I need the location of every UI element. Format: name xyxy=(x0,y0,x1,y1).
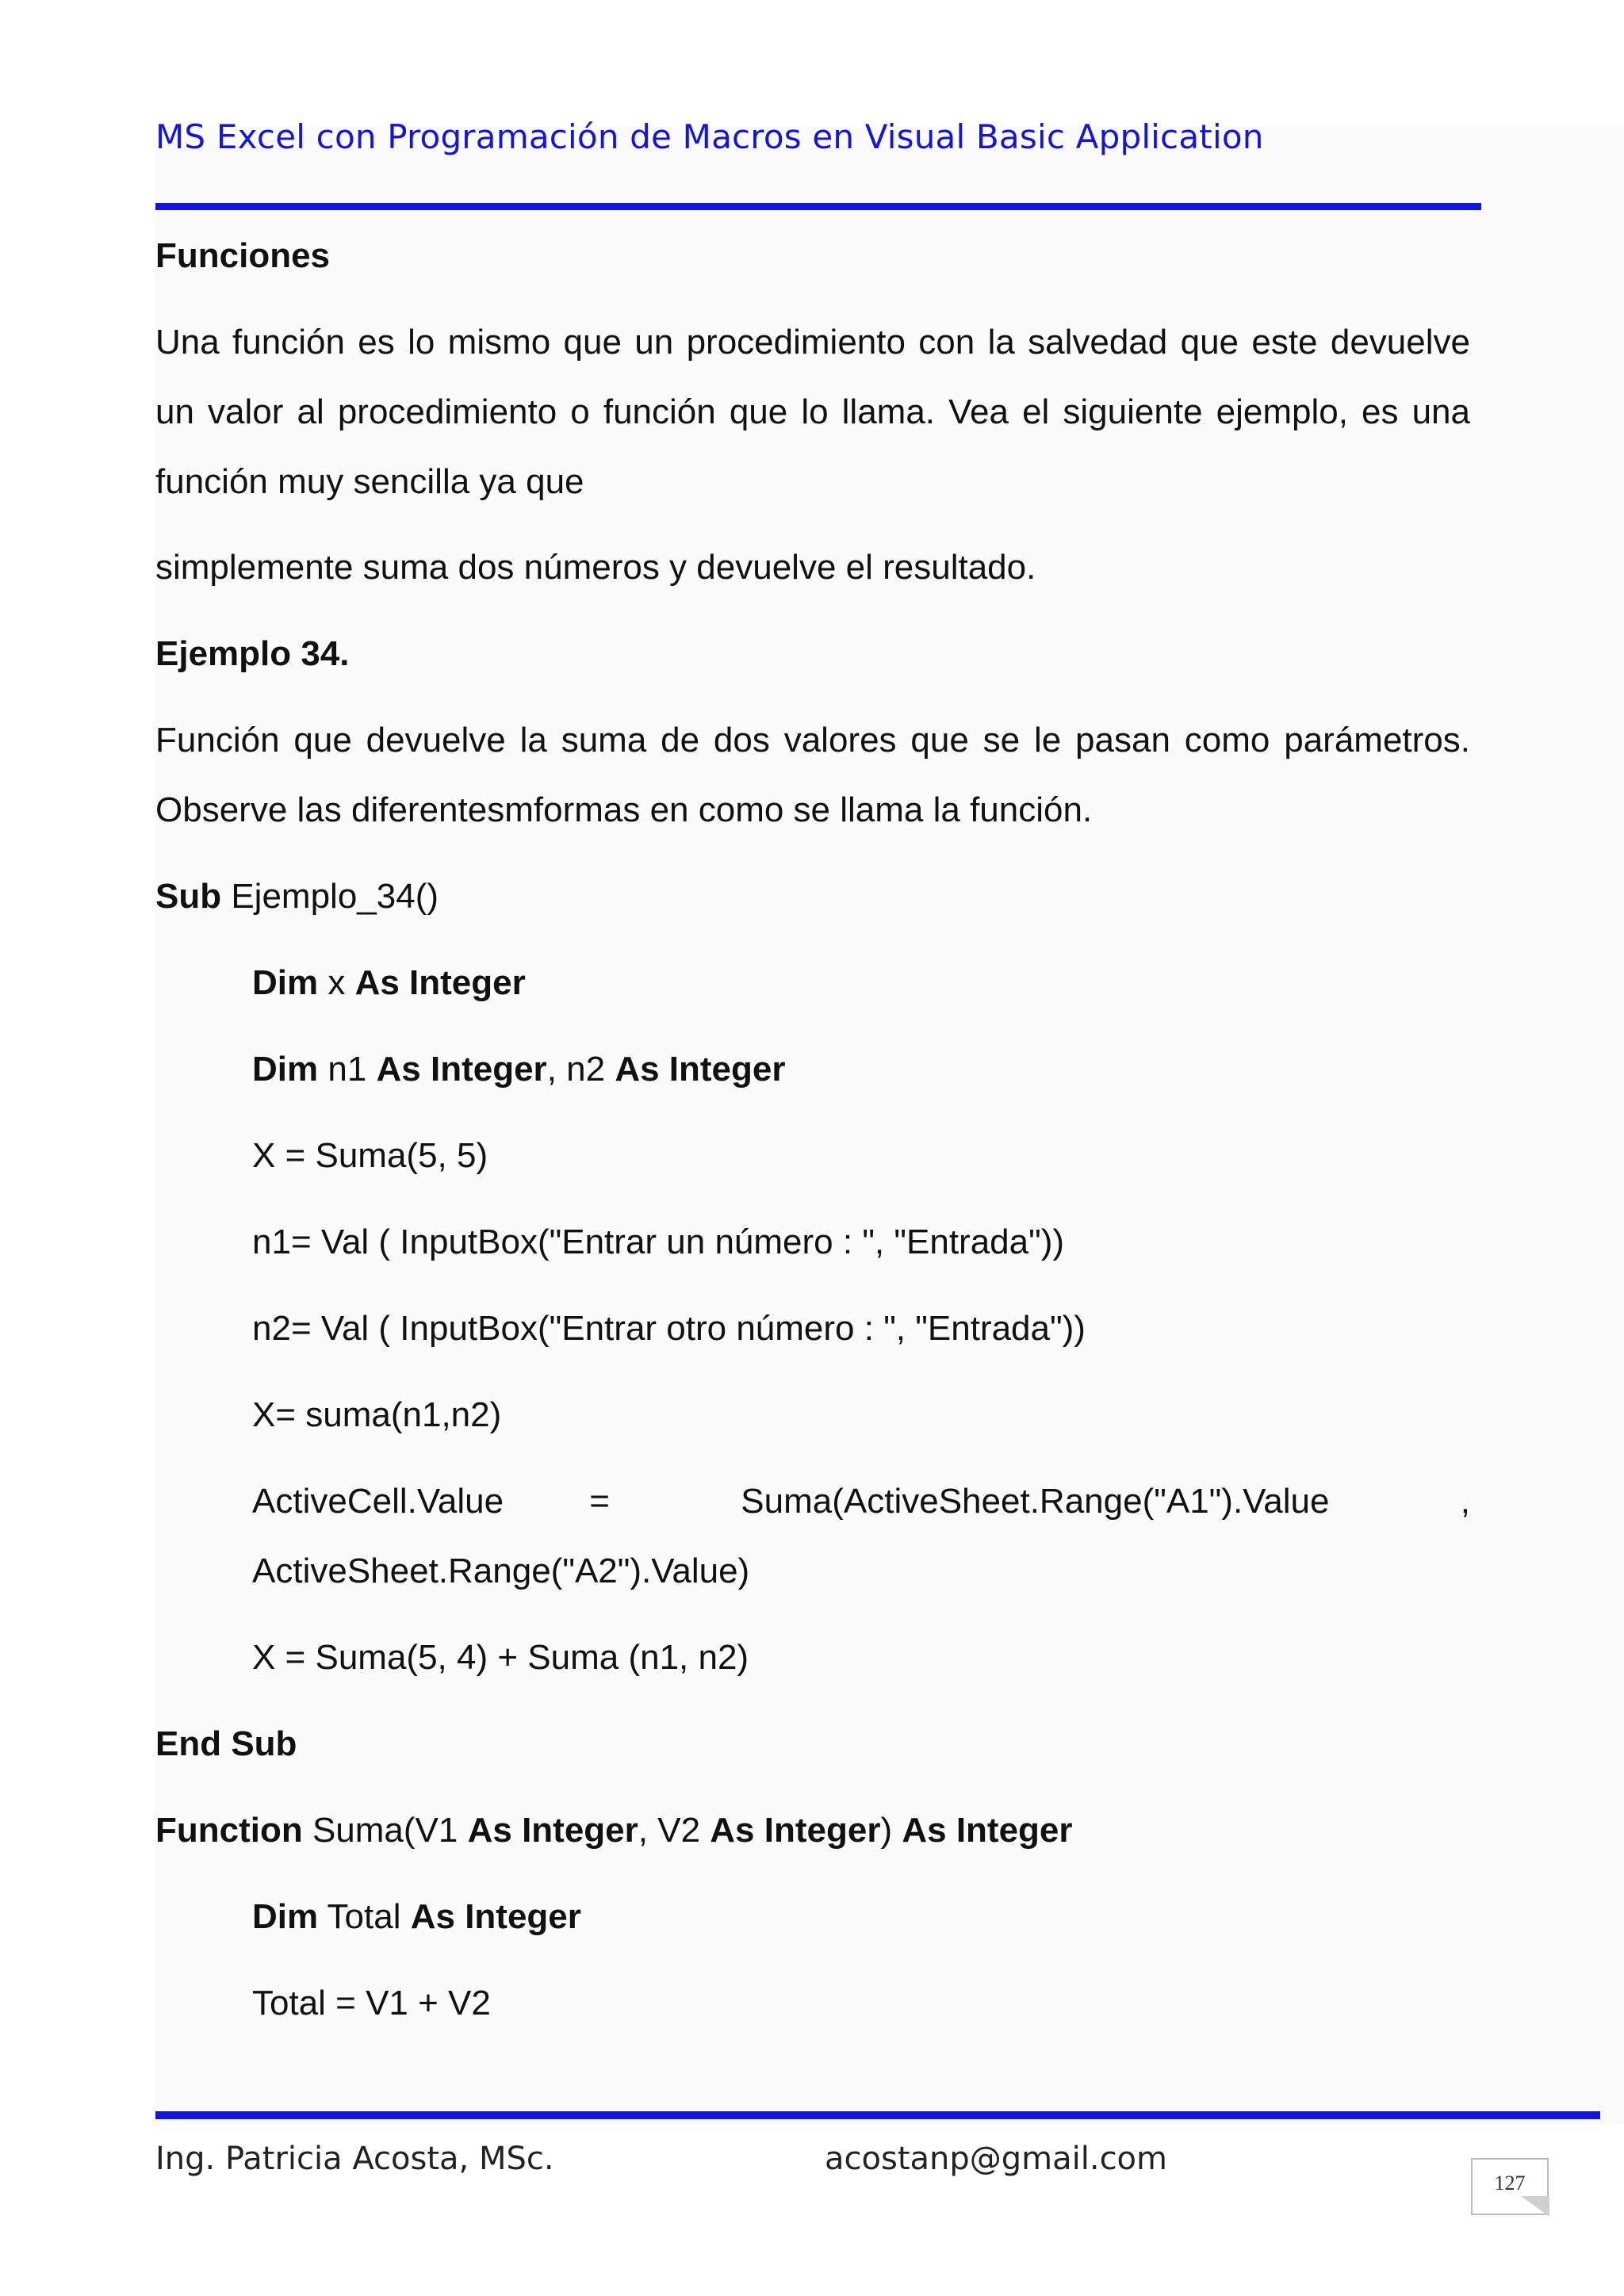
footer-divider xyxy=(155,2111,1600,2119)
code-end-sub: End Sub xyxy=(155,1724,297,1763)
code-line-suma-5-5: X = Suma(5, 5) xyxy=(252,1136,488,1175)
section-heading: Funciones xyxy=(155,236,331,275)
code-dim-x: Dim x As Integer xyxy=(252,963,526,1002)
code-dim-n1-n2: Dim n1 As Integer, n2 As Integer xyxy=(252,1050,786,1089)
footer-email: acostanp@gmail.com xyxy=(825,2141,1167,2177)
code-sub-declaration: Sub Ejemplo_34() xyxy=(155,877,439,916)
intro-paragraph-continued: simplemente suma dos números y devuelve el resultado. xyxy=(155,548,1036,587)
code-line-activecell: ActiveCell.Value = Suma(ActiveSheet.Range("A1").Value , xyxy=(252,1482,1470,1521)
running-header-title: MS Excel con Programación de Macros en Visual Basic Application xyxy=(155,117,1264,156)
code-line-activecell-continued: ActiveSheet.Range("A2").Value) xyxy=(252,1552,750,1590)
code-line-n2-inputbox: n2= Val ( InputBox("Entrar otro número : ", "Entrada")) xyxy=(252,1309,1086,1348)
intro-paragraph: Una función es lo mismo que un procedimiento con la salvedad que este devuelve un valor al procedimiento o función que lo llama. Vea el siguiente ejemplo, es una función muy sencilla ya que xyxy=(155,323,1470,501)
code-line-total: Total = V1 + V2 xyxy=(252,1984,491,2022)
code-function-declaration: Function Suma(V1 As Integer, V2 As Integer) As Integer xyxy=(155,1811,1073,1850)
code-dim-total: Dim Total As Integer xyxy=(252,1897,581,1936)
header-divider xyxy=(155,203,1481,210)
code-line-suma-n1-n2: X= suma(n1,n2) xyxy=(252,1395,502,1434)
example-description: Función que devuelve la suma de dos valores que se le pasan como parámetros. Observe las diferentesmformas en como se llama la función. xyxy=(155,721,1470,829)
code-line-n1-inputbox: n1= Val ( InputBox("Entrar un número : ", "Entrada")) xyxy=(252,1223,1065,1261)
page-number: 127 xyxy=(1471,2158,1549,2215)
page-curl-icon xyxy=(1521,2196,1549,2217)
footer-author: Ing. Patricia Acosta, MSc. xyxy=(155,2141,554,2177)
example-label: Ejemplo 34. xyxy=(155,634,350,673)
code-line-suma-sum: X = Suma(5, 4) + Suma (n1, n2) xyxy=(252,1638,749,1677)
